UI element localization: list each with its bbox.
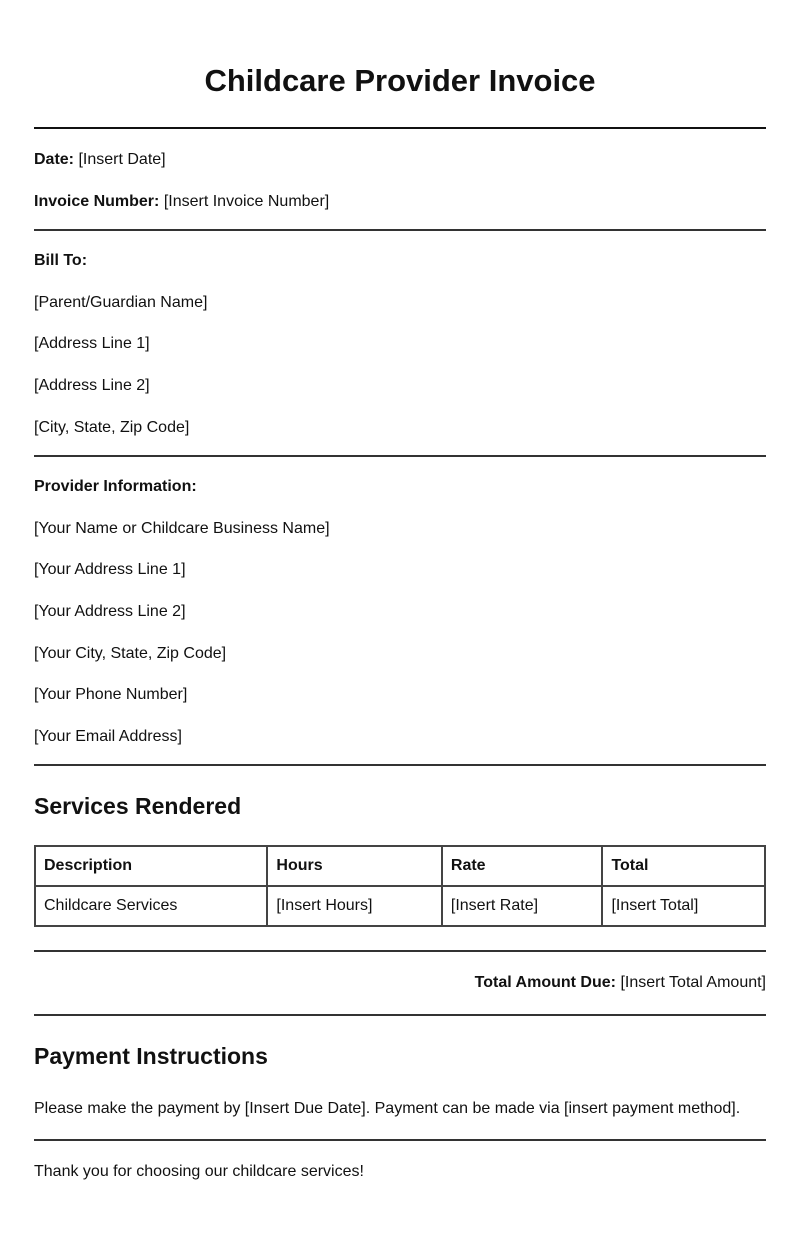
total-amount-value: [Insert Total Amount] <box>620 974 766 991</box>
invoice-number-line <box>34 192 329 212</box>
divider <box>34 455 766 457</box>
divider <box>34 229 766 231</box>
bill-to-address-1: [Address Line 1] <box>34 335 150 352</box>
date-label: Date: <box>34 151 75 168</box>
divider <box>34 950 766 952</box>
provider-heading: Provider Information: <box>34 478 197 495</box>
column-header: Total <box>602 846 765 886</box>
services-heading: Services Rendered <box>34 793 242 819</box>
divider <box>34 1014 766 1016</box>
total-amount-label: Total Amount Due: <box>474 974 616 991</box>
divider <box>34 764 766 766</box>
payment-text: Please make the payment by [Insert Due Date]. Payment can be made via [insert payment method]. <box>34 1100 741 1117</box>
table-cell: [Insert Rate] <box>442 886 603 926</box>
table-cell: Childcare Services <box>35 886 267 926</box>
column-header: Description <box>35 846 267 886</box>
provider-address-1: [Your Address Line 1] <box>34 561 186 578</box>
payment-heading: Payment Instructions <box>34 1043 268 1069</box>
provider-email: [Your Email Address] <box>34 728 182 745</box>
bill-to-heading: Bill To: <box>34 252 88 269</box>
provider-phone: [Your Phone Number] <box>34 686 188 703</box>
services-table <box>34 845 766 927</box>
bill-to-name: [Parent/Guardian Name] <box>34 294 208 311</box>
table-row <box>35 886 765 926</box>
table-header-row <box>35 846 765 886</box>
divider <box>34 1139 766 1141</box>
thank-you-text: Thank you for choosing our childcare services! <box>34 1163 364 1180</box>
date-line <box>34 150 166 170</box>
provider-city: [Your City, State, Zip Code] <box>34 645 227 662</box>
invoice-number-value: [Insert Invoice Number] <box>163 193 330 210</box>
invoice-number-label: Invoice Number: <box>34 193 160 210</box>
column-header: Rate <box>442 846 603 886</box>
table-cell: [Insert Hours] <box>267 886 441 926</box>
page-title: Childcare Provider Invoice <box>204 63 596 98</box>
date-value: [Insert Date] <box>78 151 166 168</box>
provider-name: [Your Name or Childcare Business Name] <box>34 520 330 537</box>
provider-address-2: [Your Address Line 2] <box>34 603 186 620</box>
bill-to-address-2: [Address Line 2] <box>34 377 150 394</box>
column-header: Hours <box>267 846 441 886</box>
bill-to-city: [City, State, Zip Code] <box>34 419 190 436</box>
divider <box>34 127 766 129</box>
table-cell: [Insert Total] <box>602 886 765 926</box>
total-amount-line <box>475 973 766 993</box>
